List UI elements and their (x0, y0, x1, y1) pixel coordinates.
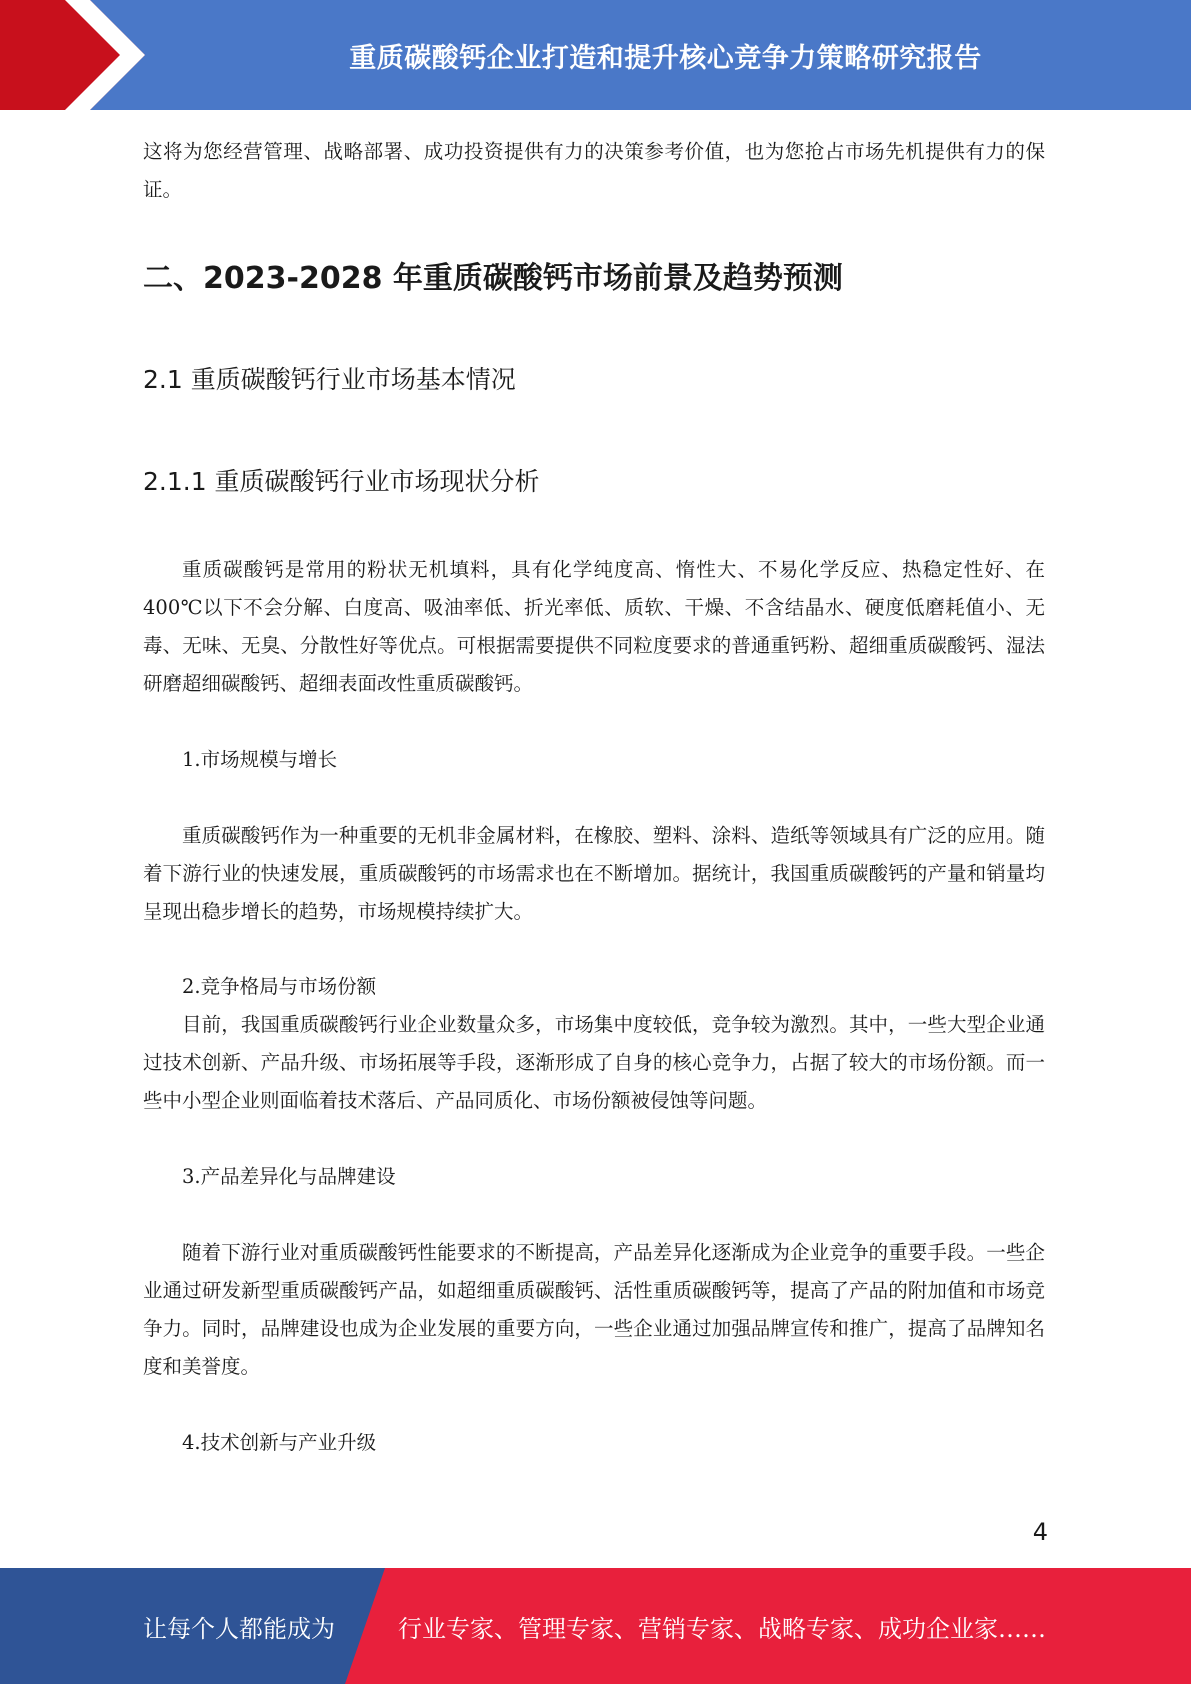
footer-slogan-left: 让每个人都能成为 (143, 1614, 335, 1643)
subsection-title: 2.1 重质碳酸钙行业市场基本情况 (143, 365, 516, 394)
page-number: 4 (1032, 1518, 1048, 1546)
header-arrow-decoration (0, 0, 220, 110)
item3-title: 3.产品差异化与品牌建设 (182, 1165, 396, 1188)
footer-slogan-right: 行业专家、管理专家、营销专家、战略专家、成功企业家…… (398, 1614, 1046, 1643)
report-title: 重质碳酸钙企业打造和提升核心竞争力策略研究报告 (349, 42, 982, 74)
page-footer (0, 1568, 1191, 1684)
intro-paragraph: 这将为您经营管理、战略部署、成功投资提供有力的决策参考价值，也为您抢占市场先机提供有力的保证。 (143, 140, 1045, 201)
page-header (0, 0, 1191, 110)
overview-paragraph: 重质碳酸钙是常用的粉状无机填料，具有化学纯度高、惰性大、不易化学反应、热稳定性好、在 400℃以下不会分解、白度高、吸油率低、折光率低、质软、干燥、不含结晶水、硬度低磨耗值小、无毒、无味、无臭、分散性好等优点。可根据需要提供不同粒度要求的普通重钙粉、超细重质碳酸钙、湿法研磨超细碳酸钙、超细表面改性重质碳酸钙。 (143, 558, 1045, 695)
section-title: 二、2023-2028 年重质碳酸钙市场前景及趋势预测 (143, 261, 843, 296)
item2-paragraph: 目前，我国重质碳酸钙行业企业数量众多，市场集中度较低，竞争较为激烈。其中，一些大型企业通过技术创新、产品升级、市场拓展等手段，逐渐形成了自身的核心竞争力，占据了较大的市场份额。而一些中小型企业则面临着技术落后、产品同质化、市场份额被侵蚀等问题。 (143, 1013, 1045, 1112)
item1-paragraph: 重质碳酸钙作为一种重要的无机非金属材料，在橡胶、塑料、涂料、造纸等领域具有广泛的应用。随着下游行业的快速发展，重质碳酸钙的市场需求也在不断增加。据统计，我国重质碳酸钙的产量和销量均呈现出稳步增长的趋势，市场规模持续扩大。 (143, 824, 1045, 923)
item2-title: 2.竞争格局与市场份额 (182, 975, 377, 998)
item1-title: 1.市场规模与增长 (182, 748, 338, 771)
item3-paragraph: 随着下游行业对重质碳酸钙性能要求的不断提高，产品差异化逐渐成为企业竞争的重要手段。一些企业通过研发新型重质碳酸钙产品，如超细重质碳酸钙、活性重质碳酸钙等，提高了产品的附加值和市场竞争力。同时，品牌建设也成为企业发展的重要方向，一些企业通过加强品牌宣传和推广，提高了品牌知名度和美誉度。 (143, 1241, 1045, 1378)
item4-title: 4.技术创新与产业升级 (182, 1431, 377, 1454)
subsubsection-title: 2.1.1 重质碳酸钙行业市场现状分析 (143, 467, 540, 496)
